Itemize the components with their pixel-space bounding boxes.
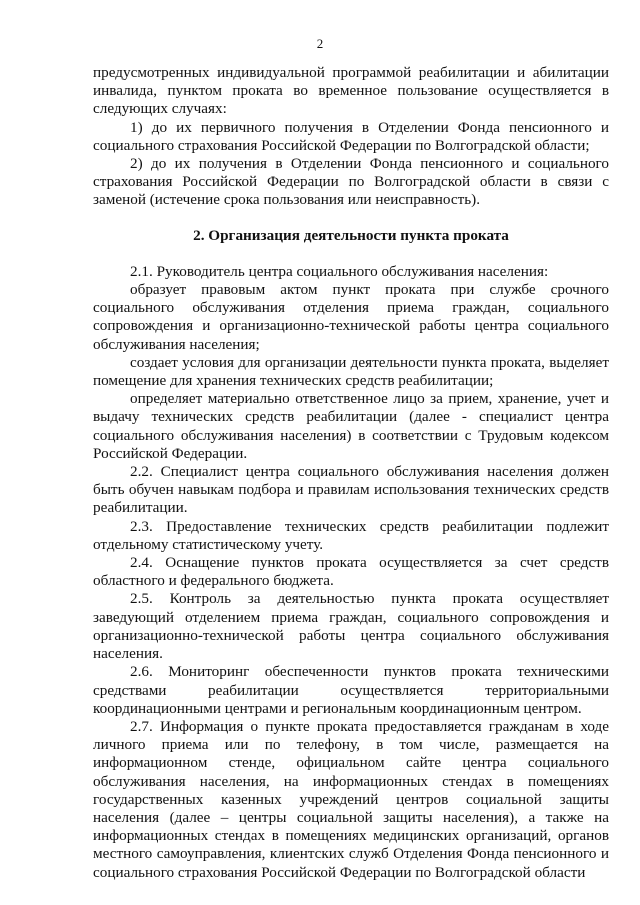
section-heading: 2. Организация деятельности пункта проката [193,226,509,244]
clause-2-5: 2.5. Контроль за деятельностью пункта проката осуществляет заведующий отделением приема граждан, социального сопровождения и организационно-технической работы центра социального обслуживания населения. [93,590,609,663]
clause-2-1: 2.1. Руководитель центра социального обслуживания населения: [130,262,549,280]
clause-2-1-item-c: определяет материально ответственное лицо за прием, хранение, учет и выдачу технических средств реабилитации (далее - специалист центра социального обслуживания населения) в соответствии с Трудовым кодексом Российской Федерации. [93,390,609,462]
clause-2-6: 2.6. Мониторинг обеспеченности пунктов проката техническими средствами реабилитации осуществляется территориальными координационными центрами и региональным координационным центром. [93,663,609,717]
clause-2-1-item-a: образует правовым актом пункт проката при службе срочного социального обслуживания отделения приема граждан, социального сопровождения и организационно-технической работы центра социального обслуживания населения; [93,281,609,353]
intro-list-item-1: 1) до их первичного получения в Отделении Фонда пенсионного и социального страхования Российской Федерации по Волгоградской области; [93,118,609,154]
clause-2-4: 2.4. Оснащение пунктов проката осуществляется за счет средств областного и федерального бюджета. [93,554,609,590]
clause-2-7: 2.7. Информация о пункте проката предоставляется гражданам в ходе личного приема или по телефону, в том числе, размещается на информационном стенде, официальном сайте центра социального обслуживания населения, на информационных стендах в помещениях государственных казенных учреждений центров социальной защиты населения (далее – центры социальной защиты населения), а также на информационных стендах в помещениях медицинских организаций, органов местного самоуправления, клиентских служб Отделения Фонда пенсионного и социального страхования Российской Федерации по Волгоградской области [93,717,609,881]
clause-2-1-item-b: создает условия для организации деятельности пункта проката, выделяет помещение для хранения технических средств реабилитации; [93,353,609,390]
document-body [93,64,609,882]
intro-list-item-2: 2) до их получения в Отделении Фонда пенсионного и социального страхования Российской Федерации по Волгоградской области в связи с заменой (истечение срока пользования или неисправность). [93,155,609,209]
page-number: 2 [316,36,324,51]
intro-paragraph-continuation: предусмотренных индивидуальной программой реабилитации и абилитации инвалида, пунктом проката во временное пользование осуществляется в следующих случаях: [93,64,609,118]
clause-2-3: 2.3. Предоставление технических средств реабилитации подлежит отдельному статистическому учету. [93,517,609,553]
clause-2-2: 2.2. Специалист центра социального обслуживания населения должен быть обучен навыкам подбора и правилам использования технических средств реабилитации. [93,463,609,517]
